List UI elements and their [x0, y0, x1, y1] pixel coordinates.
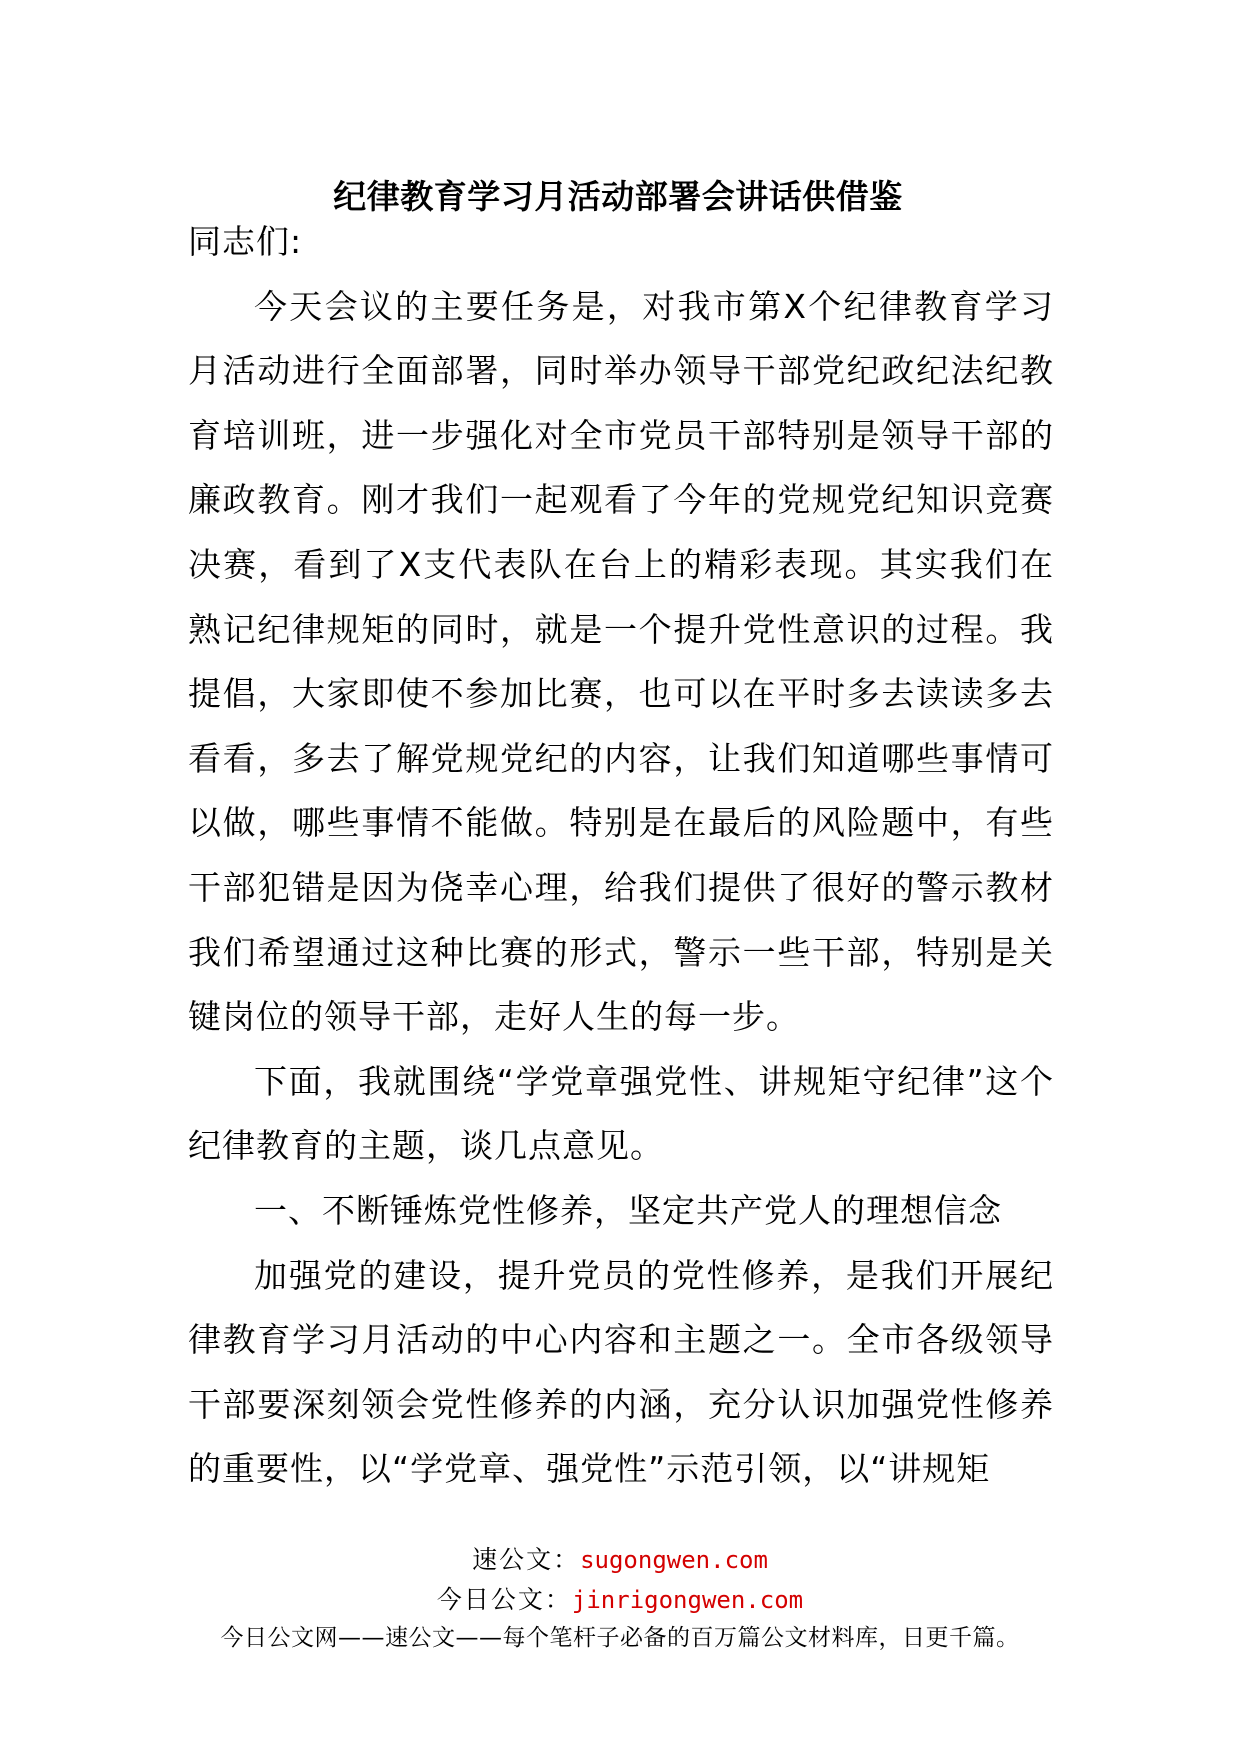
paragraph-section-1: 加强党的建设，提升党员的党性修养，是我们开展纪律教育学习月活动的中心内容和主题之一。全市各级领导干部要深刻领会党性修养的内涵，充分认识加强党性修养的重要性，以“学党章、强党性”示范引领，以“讲规矩 [188, 1255, 1054, 1489]
paragraph-theme: 下面，我就围绕“学党章强党性、讲规矩守纪律”这个纪律教育的主题，谈几点意见。 [188, 1061, 1054, 1166]
footer-label-sugongwen: 速公文： [472, 1545, 581, 1574]
footer-link-sugongwen[interactable]: sugongwen.com [580, 1546, 768, 1574]
footer-slogan: 今日公文网——速公文——每个笔杆子必备的百万篇公文材料库，日更千篇。 [220, 1625, 1020, 1651]
watermark-footer [0, 1540, 1240, 1656]
document-title: 纪律教育学习月活动部署会讲话供借鉴 [333, 177, 903, 216]
salutation: 同志们: [188, 222, 303, 261]
footer-link-jinrigongwen[interactable]: jinrigongwen.com [571, 1586, 804, 1614]
paragraph-intro: 今天会议的主要任务是，对我市第X个纪律教育学习月活动进行全面部署，同时举办领导干部党纪政纪法纪教育培训班，进一步强化对全市党员干部特别是领导干部的廉政教育。刚才我们一起观看了今年的党规党纪知识竞赛决赛，看到了X支代表队在台上的精彩表现。其实我们在熟记纪律规矩的同时，就是一个提升党性意识的过程。我提倡，大家即使不参加比赛，也可以在平时多去读读多去看看，多去了解党规党纪的内容，让我们知道哪些事情可以做，哪些事情不能做。特别是在最后的风险题中，有些干部犯错是因为侥幸心理，给我们提供了很好的警示教材我们希望通过这种比赛的形式，警示一些干部，特别是关键岗位的领导干部，走好人生的每一步。 [188, 286, 1054, 1037]
section-heading-1: 一、不断锤炼党性修养，坚定共产党人的理想信念 [254, 1190, 1002, 1230]
document-body [188, 210, 1054, 1502]
footer-line-sugongwen [0, 1540, 1240, 1580]
footer-line-jinrigongwen [0, 1580, 1240, 1620]
footer-label-jinrigongwen: 今日公文： [436, 1585, 572, 1614]
